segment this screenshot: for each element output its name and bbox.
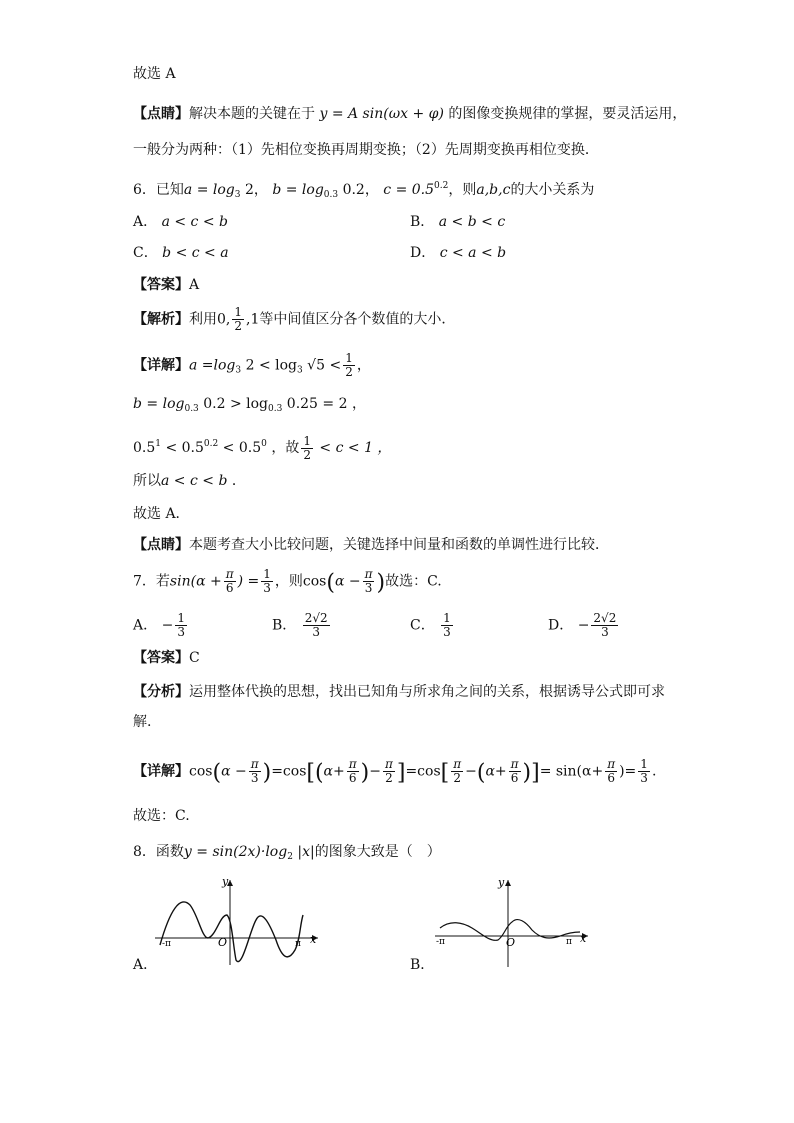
graph-b-y-arrow [505, 880, 511, 886]
q6-answer: 【答案】A [133, 277, 200, 293]
q6-option-d[interactable]: D． c < a < b [410, 245, 507, 261]
q6-detail-5: 故选 A． [133, 506, 190, 522]
q7-analysis-2: 解. [133, 714, 152, 730]
previous-answer-line: 故选 A [133, 66, 176, 82]
graph-a-x-label: x [310, 933, 317, 946]
q7-stem: 7．若sin(α + $\frac{\pi}{6}$ ) = $\frac{1}{3}$ ，则cos(α − $\frac{\pi}{3}$ )故选：C. [133, 567, 442, 596]
q6-comment: 【点睛】本题考查大小比较问题，关键选择中间量和函数的单调性进行比较． [133, 537, 609, 553]
graph-b-x-label: x [580, 932, 587, 945]
comment-line-1: 【点睛】解决本题的关键在于 y = A sin(ωx + φ) 的图像变换规律的掌握，要灵活运用， [133, 106, 687, 122]
graph-b-y-label: y [498, 876, 505, 889]
graph-b-neg-pi-label: -π [436, 937, 445, 947]
q8-option-a-label[interactable]: A． [133, 957, 158, 973]
q8-graph-a[interactable] [150, 870, 330, 970]
q6-stem: 6．已知$a = \log_3 2$， $b = \log_{0.3} 0.2$， $c = 0.5^{0.2}$，则a,b,c的大小关系为 [133, 181, 595, 200]
q7-analysis-1: 【分析】运用整体代换的思想，找出已知角与所求角之间的关系，根据诱导公式即可求 [133, 684, 665, 700]
graph-b-pi-label: π [566, 937, 572, 947]
q7-option-b[interactable]: B． $\frac{2√2}{3}$ [272, 611, 328, 639]
q7-conclusion: 故选：C. [133, 808, 190, 824]
q6-detail-4: 所以a < c < b ． [133, 473, 246, 489]
graph-b-origin-label: O [506, 936, 516, 949]
graph-a-pi-label: π [295, 939, 301, 949]
q7-answer: 【答案】C [133, 650, 200, 666]
graph-a-curve [160, 902, 303, 962]
q8-option-b-label[interactable]: B． [410, 957, 435, 973]
q6-analysis: 【解析】利用0, $\frac{1}{2}$ ,1等中间值区分各个数值的大小． [133, 305, 456, 333]
q6-detail-1: 【详解】$a =\log_3$ $2 < \log_3 √5$ < $\frac{1}{2}$ ， [133, 351, 371, 379]
q6-detail-3: $0.5^1 < 0.5^{0.2} < 0.5^0$ ，故 $\frac{1}{2}$ < c < 1 ， [133, 433, 392, 462]
q6-detail-2: $b = \log_{0.3} 0.2 > \log_{0.3} 0.25 = 2$ ， [133, 396, 366, 414]
graph-a-y-label: y [222, 875, 229, 888]
q8-graph-b[interactable] [430, 870, 600, 970]
q6-option-a[interactable]: A． a < c < b [133, 214, 228, 230]
q7-option-a[interactable]: A． − $\frac{1}{3}$ [133, 611, 185, 639]
graph-a-neg-pi-label: -π [162, 939, 171, 949]
q7-detail: 【详解】cos(α − $\frac{\pi}{3}$ )=cos[(α+ $\frac{\pi}{6}$ )− $\frac{\pi}{2}$ ]=cos[ $\frac{\pi}{2}$ −(α+ $\frac{\pi}{6}$ )]= sin(α+ $\frac{\pi}{6}$ )= $\frac{1}{3}$ . [133, 757, 657, 786]
q7-option-c[interactable]: C． $\frac{1}{3}$ [410, 611, 451, 639]
graph-a-origin-label: O [218, 936, 228, 949]
q6-option-c[interactable]: C． b < c < a [133, 245, 229, 261]
q7-option-d[interactable]: D． − $\frac{2√2}{3}$ [548, 611, 617, 639]
q8-stem: 8．函数$y = \sin(2x)\cdot\log_2$ |x|的图象大致是（ ） [133, 844, 441, 862]
comment-line-2: 一般分为两种：（1）先相位变换再周期变换；（2）先周期变换再相位变换． [133, 142, 599, 158]
q6-option-b[interactable]: B． a < b < c [410, 214, 506, 230]
